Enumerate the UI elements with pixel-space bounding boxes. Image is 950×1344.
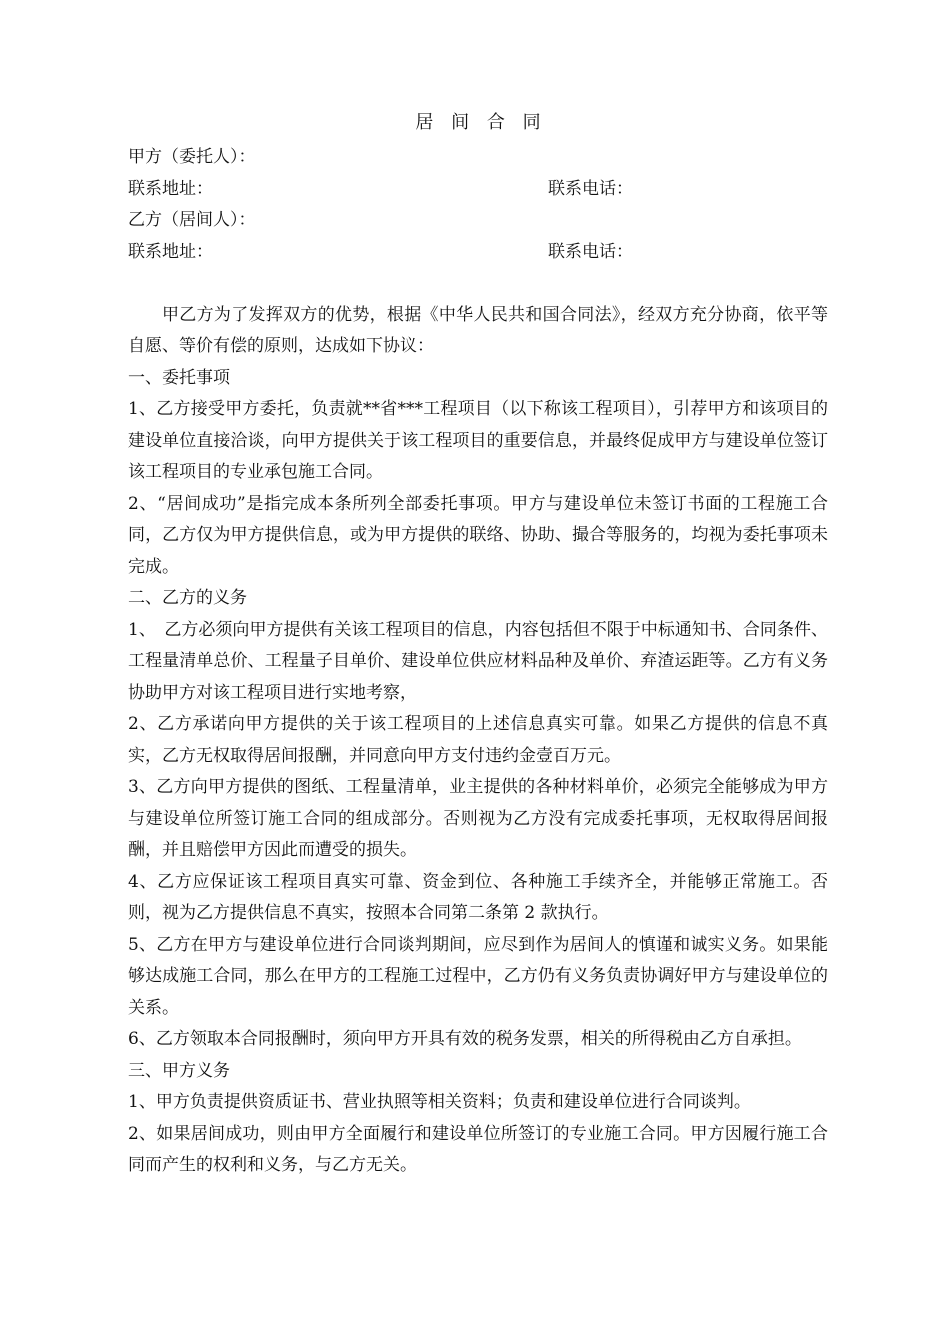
clause-2-6: 6、乙方领取本合同报酬时，须向甲方开具有效的税务发票，相关的所得税由乙方自承担。 <box>128 1029 802 1049</box>
clause-1-1: 1、乙方接受甲方委托，负责就**省***工程项目（以下称该工程项目），引荐甲方和该项目的建设单位直接洽谈，向甲方提供关于该工程项目的重要信息，并最终促成甲方与建设单位签订该工程项目的专业承包施工合同。 <box>128 399 828 482</box>
party-a-label: 甲方（委托人）： <box>128 147 256 167</box>
spacer <box>128 268 828 300</box>
party-b-contact-row <box>128 237 828 269</box>
clause-3-2: 2、如果居间成功，则由甲方全面履行和建设单位所签订的专业施工合同。甲方因履行施工合同而产生的权利和义务，与乙方无关。 <box>128 1123 828 1175</box>
section-heading-commission: 一、委托事项 <box>128 367 230 388</box>
clause-2-5: 5、乙方在甲方与建设单位进行合同谈判期间，应尽到作为居间人的慎谨和诚实义务。如果能够达成施工合同，那么在甲方的工程施工过程中，乙方仍有义务负责协调好甲方与建设单位的关系。 <box>128 934 828 1018</box>
section-heading-party-a-obligations: 三、甲方义务 <box>128 1060 230 1081</box>
party-a-address-label: 联系地址： <box>128 178 213 199</box>
clause-2-4: 4、乙方应保证该工程项目真实可靠、资金到位、各种施工手续齐全，并能够正常施工。否则，视为乙方提供信息不真实，按照本合同第二条第 2 款执行。 <box>128 871 828 923</box>
party-a-phone-label: 联系电话： <box>548 178 633 199</box>
clause-1-2: 2、“居间成功”是指完成本条所列全部委托事项。甲方与建设单位未签订书面的工程施工合同，乙方仅为甲方提供信息，或为甲方提供的联络、协助、撮合等服务的，均视为委托事项未完成。 <box>128 493 828 577</box>
document-title: 居 间 合 同 <box>415 112 547 133</box>
section-heading-party-b-obligations: 二、乙方的义务 <box>128 588 247 608</box>
contract-body <box>128 104 828 1182</box>
clause-3-1: 1、甲方负责提供资质证书、营业执照等相关资料；负责和建设单位进行合同谈判。 <box>128 1092 751 1112</box>
party-b-label: 乙方（居间人）： <box>128 210 256 230</box>
clause-2-3: 3、乙方向甲方提供的图纸、工程量清单，业主提供的各种材料单价，必须完全能够成为甲方与建设单位所签订施工合同的组成部分。否则视为乙方没有完成委托事项，无权取得居间报酬，并且赔偿甲方因此而遭受的损失。 <box>128 777 828 860</box>
preamble-paragraph: 甲乙方为了发挥双方的优势，根据《中华人民共和国合同法》，经双方充分协商，依平等自愿、等价有偿的原则，达成如下协议： <box>128 304 828 356</box>
clause-2-1: 1、 乙方必须向甲方提供有关该工程项目的信息，内容包括但不限于中标通知书、合同条件、工程量清单总价、工程量子目单价、建设单位供应材料品种及单价、弃渣运距等。乙方有义务协助甲方对该工程项目进行实地考察， <box>128 619 828 703</box>
party-b-address-label: 联系地址： <box>128 241 213 262</box>
party-b-phone-label: 联系电话： <box>548 241 633 262</box>
party-a-contact-row <box>128 174 828 206</box>
clause-2-2: 2、乙方承诺向甲方提供的关于该工程项目的上述信息真实可靠。如果乙方提供的信息不真实，乙方无权取得居间报酬，并同意向甲方支付违约金壹百万元。 <box>128 714 828 766</box>
